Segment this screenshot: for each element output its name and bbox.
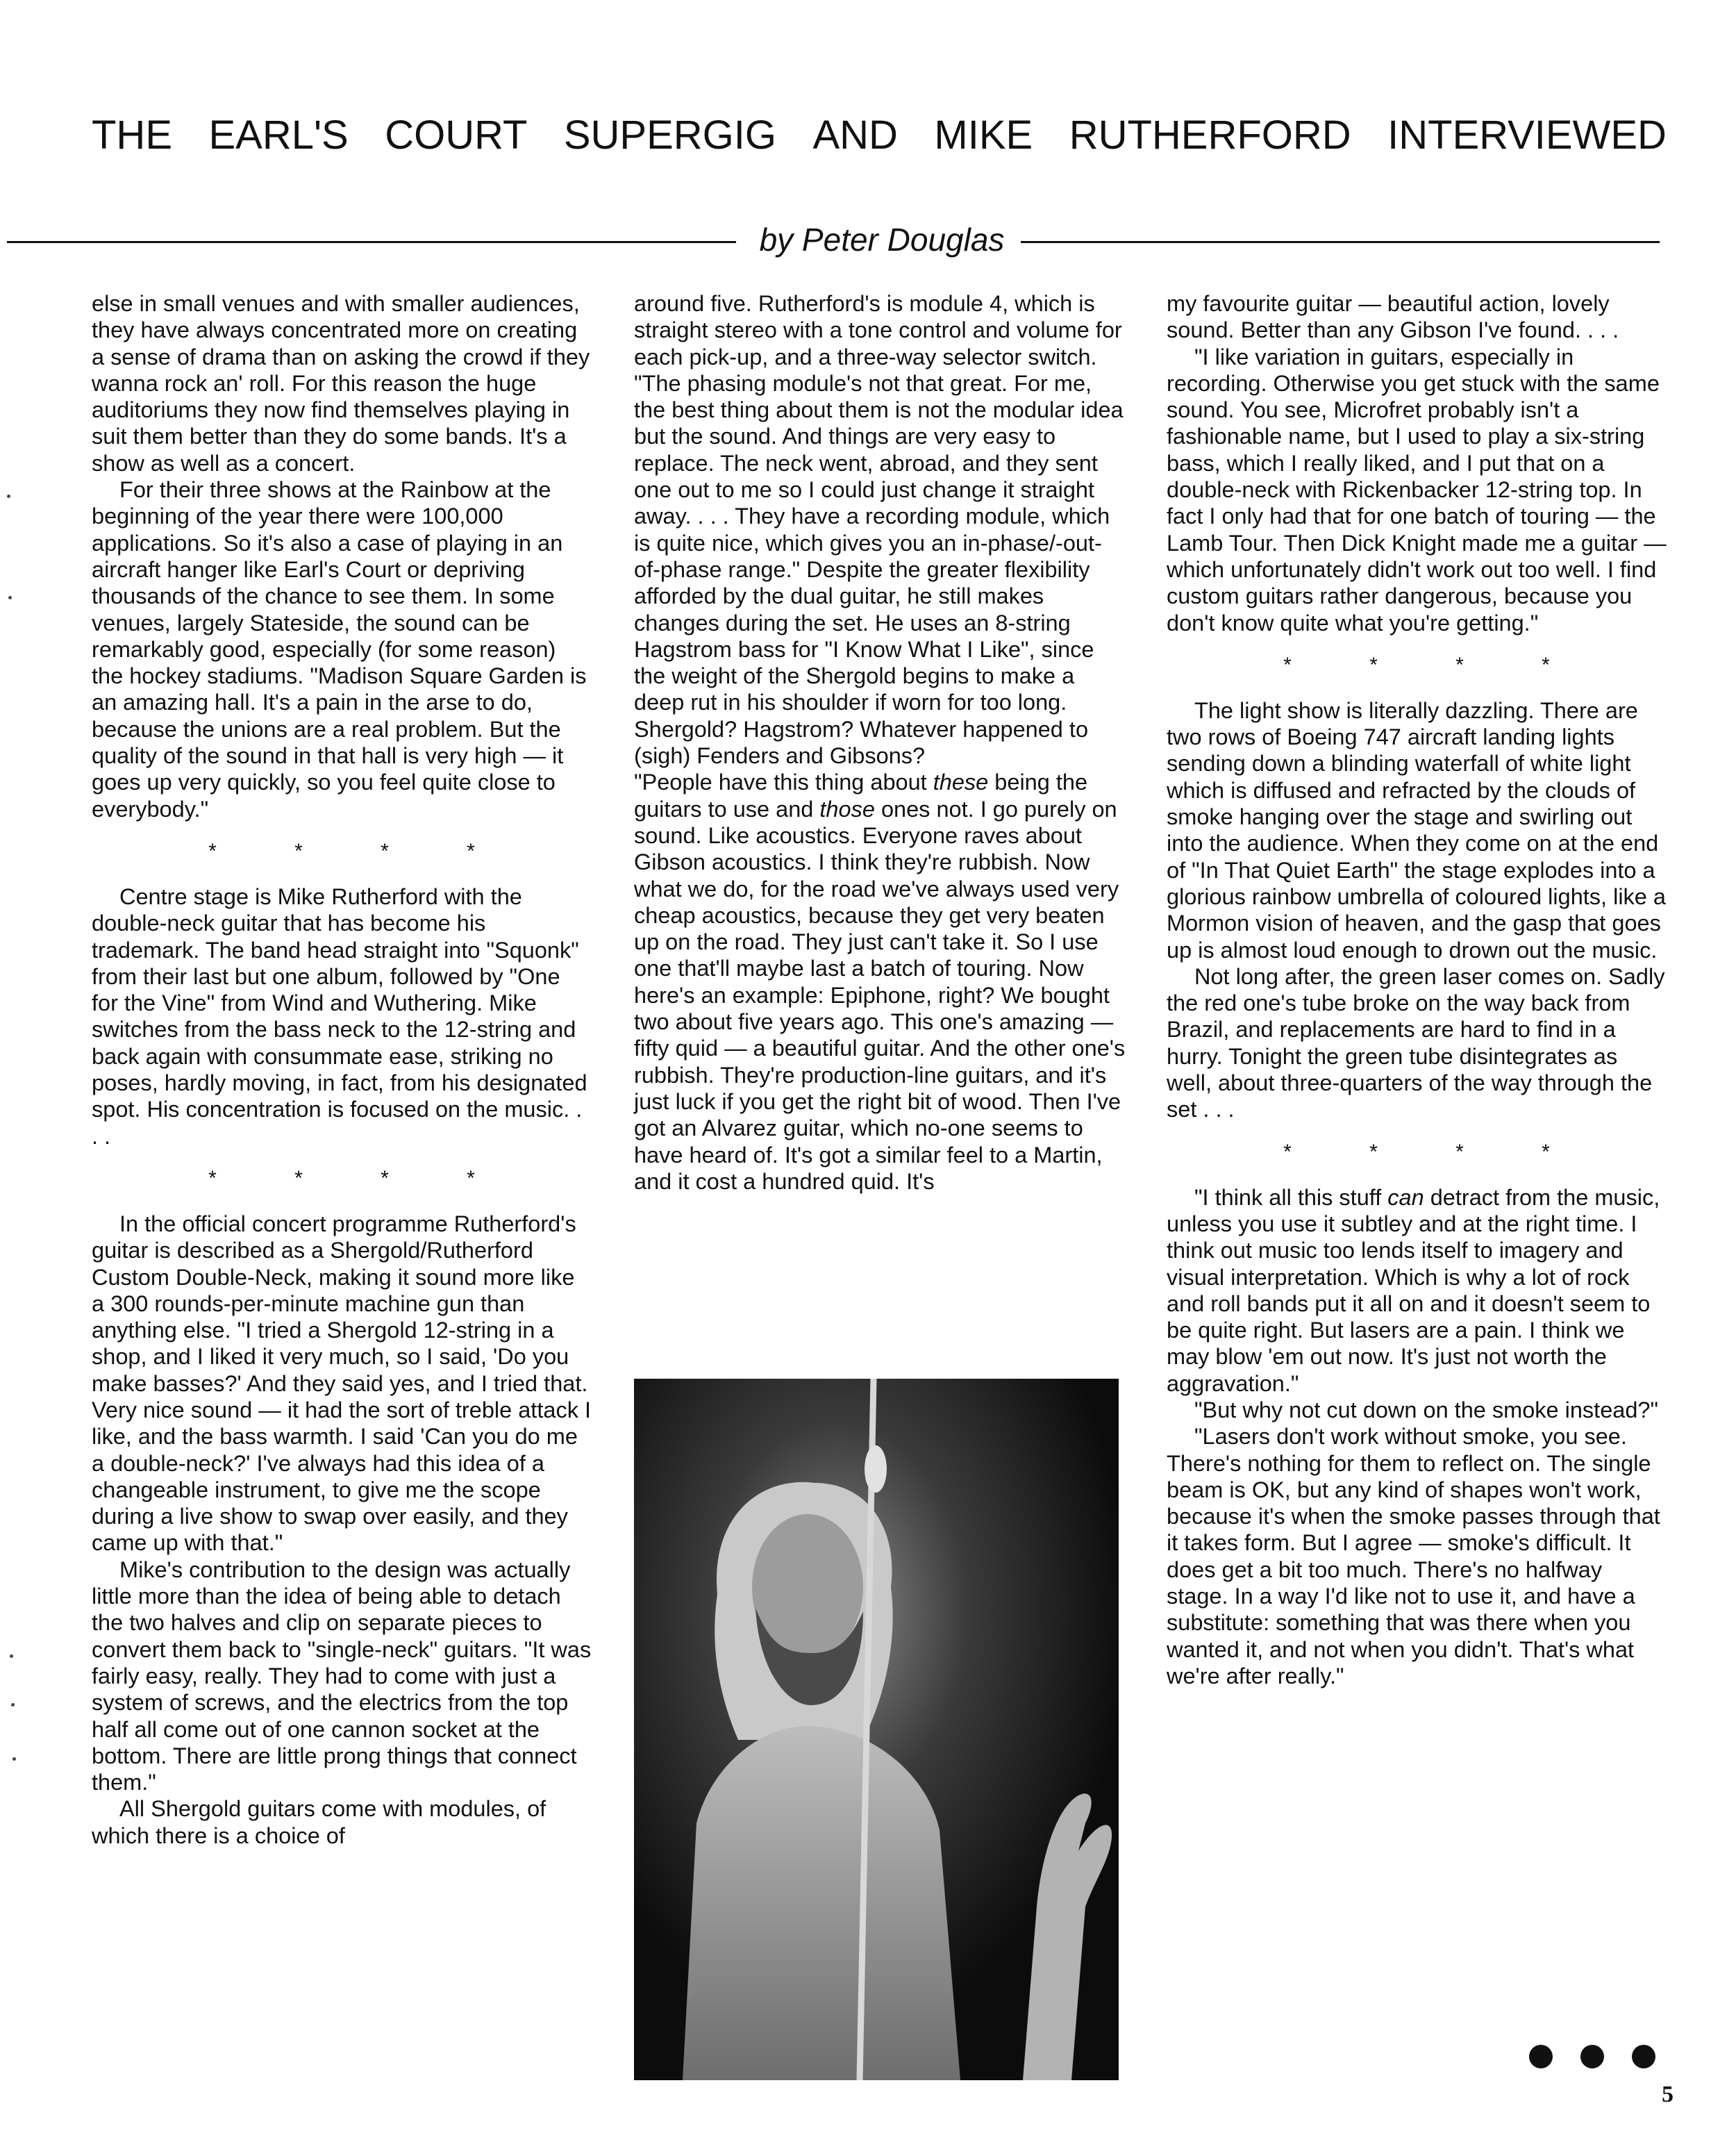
headline-word: THE: [92, 113, 172, 158]
margin-dot-icon: [12, 1757, 16, 1761]
paragraph: "Lasers don't work without smoke, you see. There's nothing for them to reflect on. The single beam is OK, but any kind of shapes won't work, because it's when the smoke passes through that it takes form. But I agree — smoke's difficult. It does get a bit too much. There's no halfway stage. In a way I'd like not to use it, and have a substitute: something that was there when you wanted it, and not when you didn't. That's what we're after really.": [1167, 1424, 1660, 1688]
section-separator: * * * *: [208, 1166, 511, 1190]
paragraph: In the official concert programme Rutherford's guitar is described as a Shergold/Rutherford Custom Double-Neck, making it sound more like a 300 rounds-per-minute machine gun than anything else. "I tried a Shergold 12-string in a shop, and I liked it very much, so I said, 'Do you make basses?' And they said yes, and I tried that. Very nice sound — it had the sort of treble attack I like, and the bass warmth. I said 'Can you do me a double-neck?' I've always had this idea of a changeable instrument, to give me the scope during a live show to swap over easily, and they came up with that.": [92, 1211, 591, 1556]
text-run: "I think all this stuff: [1194, 1184, 1388, 1210]
paragraph: Mike's contribution to the design was actually little more than the idea of being able to detach the two halves and clip on separate pieces to convert them back to "single-neck" guitars. "It was fairly easy, really. They had to come with just a system of screws, and the electrics from the top half all come out of one cannon socket at the bottom. There are little prong things that connect them.": [92, 1557, 592, 1795]
concert-photo: [634, 1379, 1119, 2080]
bullet-icon: [1580, 2045, 1604, 2068]
paragraph: "I like variation in guitars, especially in recording. Otherwise you get stuck with the same sound. You see, Microfret probably isn't a fashionable name, but I used to play a six-string bass, which I really liked, and I put that on a double-neck with Rickenbacker 12-string top. In fact I only had that for one batch of touring — the Lamb Tour. Then Dick Knight made me a guitar — which unfortunately didn't work out too well. I find custom guitars rather dangerous, because you don't know quite what you're getting.": [1167, 344, 1667, 636]
text-run: being the guitars to use and: [634, 770, 1088, 822]
paragraph: else in small venues and with smaller audiences, they have always concentrated more on creating a sense of drama than on asking the crowd if they wanna rock an' roll. For this reason the huge auditoriums they now find themselves playing in suit them better than they do some bands. It's a show as well as a concert.: [92, 291, 590, 476]
section-separator: * * * *: [1283, 1140, 1586, 1163]
headline: [92, 104, 1667, 167]
section-separator: * * * *: [1283, 653, 1586, 677]
article-column-3: [1167, 290, 1667, 1689]
paragraph: [1167, 1184, 1667, 1397]
paragraph: For their three shows at the Rainbow at the beginning of the year there were 100,000 applications. So it's also a case of playing in an aircraft hanger like Earl's Court or depriving thousands of the chance to see them. In some venues, largely Stateside, the sound can be remarkably good, especially (for some reason) the hockey stadiums. "Madison Square Garden is an amazing hall. It's a pain in the arse to do, because the unions are a real problem. But the quality of the sound in that hall is very high — it goes up very quickly, so you feel quite close to everybody.": [92, 477, 587, 822]
byline-row: [7, 215, 1660, 264]
page-number: 5: [1662, 2082, 1674, 2107]
paragraph: "But why not cut down on the smoke instead?": [1194, 1397, 1659, 1422]
margin-dot-icon: [8, 596, 12, 599]
text-run: detract from the music, unless you use it subtley and at the right time. I think out music too lends itself to imagery and visual interpretation. Which is why a lot of rock and roll bands put it all on and it doesn't seem to be quite right. But lasers are a pain. I think we may blow 'em out now. It's just not worth the aggravation.": [1167, 1184, 1660, 1396]
emphasis-text: these: [933, 770, 989, 795]
headline-word: RUTHERFORD: [1069, 113, 1351, 158]
headline-word: SUPERGIG: [563, 113, 777, 158]
byline-rule-right: [1021, 241, 1660, 243]
headline-word: COURT: [385, 113, 528, 158]
byline-rule-left: [7, 241, 736, 243]
text-run: "People have this thing about: [634, 770, 933, 795]
article-column-2: [634, 290, 1127, 1195]
paragraph: Centre stage is Mike Rutherford with the double-neck guitar that has become his trademark. The band head straight into "Squonk" from their last but one album, followed by "One for the Vine" from Wind and Wuthering. Mike switches from the bass neck to the 12-string and back again with consummate ease, striking no poses, hardly moving, in fact, from his designated spot. His concentration is focused on the music. . . .: [92, 883, 587, 1149]
paragraph: Not long after, the green laser comes on. Sadly the red one's tube broke on the way back from Brazil, and replacements are hard to find in a hurry. Tonight the green tube disintegrates as well, about three-quarters of the way through the set . . .: [1167, 963, 1665, 1122]
emphasis-text: can: [1387, 1184, 1424, 1210]
paragraph: around five. Rutherford's is module 4, which is straight stereo with a tone control and volume for each pick-up, and a three-way selector switch. "The phasing module's not that great. For me, the best thing about them is not the modular idea but the sound. And things are very easy to replace. The neck went, abroad, and they sent one out to me so I could just change it straight away. . . . They have a recording module, which is quite nice, which gives you an in-phase/-out-of-phase range." Despite the greater flexibility afforded by the dual guitar, he still makes changes during the set. He uses an 8-string Hagstrom bass for "I Know What I Like", since the weight of the Shergold begins to make a deep rut in his shoulder if worn for too long. Shergold? Hagstrom? Whatever happened to (sigh) Fenders and Gibsons?: [634, 291, 1124, 769]
byline: by Peter Douglas: [759, 222, 1005, 258]
margin-dot-icon: [7, 495, 10, 498]
paragraph: All Shergold guitars come with modules, of which there is a choice of: [92, 1796, 546, 1848]
bullet-icon: [1632, 2045, 1655, 2068]
article-column-1: [92, 290, 592, 1849]
headline-word: INTERVIEWED: [1387, 113, 1667, 158]
bullet-icon: [1529, 2045, 1553, 2068]
headline-word: MIKE: [934, 113, 1033, 158]
emphasis-text: those: [819, 796, 875, 822]
margin-dot-icon: [10, 1654, 13, 1658]
text-run: ones not. I go purely on sound. Like acoustics. Everyone raves about Gibson acoustics. I think they're rubbish. Now what we do, for the road we've always used very cheap acoustics, because they get very beaten up on the road. They just can't take it. So I use one that'll maybe last a batch of touring. Now here's an example: Epiphone, right? We bought two about five years ago. This one's amazing — fifty quid — a beautiful guitar. And the other one's rubbish. They're production-line guitars, and it's just luck if you get the right bit of wood. Then I've got an Alvarez guitar, which no-one seems to have heard of. It's got a similar feel to a Martin, and it cost a hundred quid. It's: [634, 796, 1126, 1194]
paragraph: The light show is literally dazzling. There are two rows of Boeing 747 aircraft landing lights sending down a blinding waterfall of white light which is diffused and refracted by the clouds of smoke hanging over the stage and swirling out into the audience. When they come on at the end of "In That Quiet Earth" the stage explodes into a glorious rainbow umbrella of coloured lights, like a Mormon vision of heaven, and the gasp that goes up is almost loud enough to drown out the music.: [1167, 697, 1666, 963]
paragraph: [634, 769, 1127, 1195]
headline-word: EARL'S: [208, 113, 349, 158]
paragraph: my favourite guitar — beautiful action, lovely sound. Better than any Gibson I've found. . . .: [1167, 291, 1619, 343]
end-of-article-marks: [1526, 2042, 1665, 2077]
microphone: [865, 1445, 887, 1493]
margin-dot-icon: [11, 1703, 15, 1707]
section-separator: * * * *: [208, 839, 511, 863]
headline-word: AND: [812, 113, 898, 158]
